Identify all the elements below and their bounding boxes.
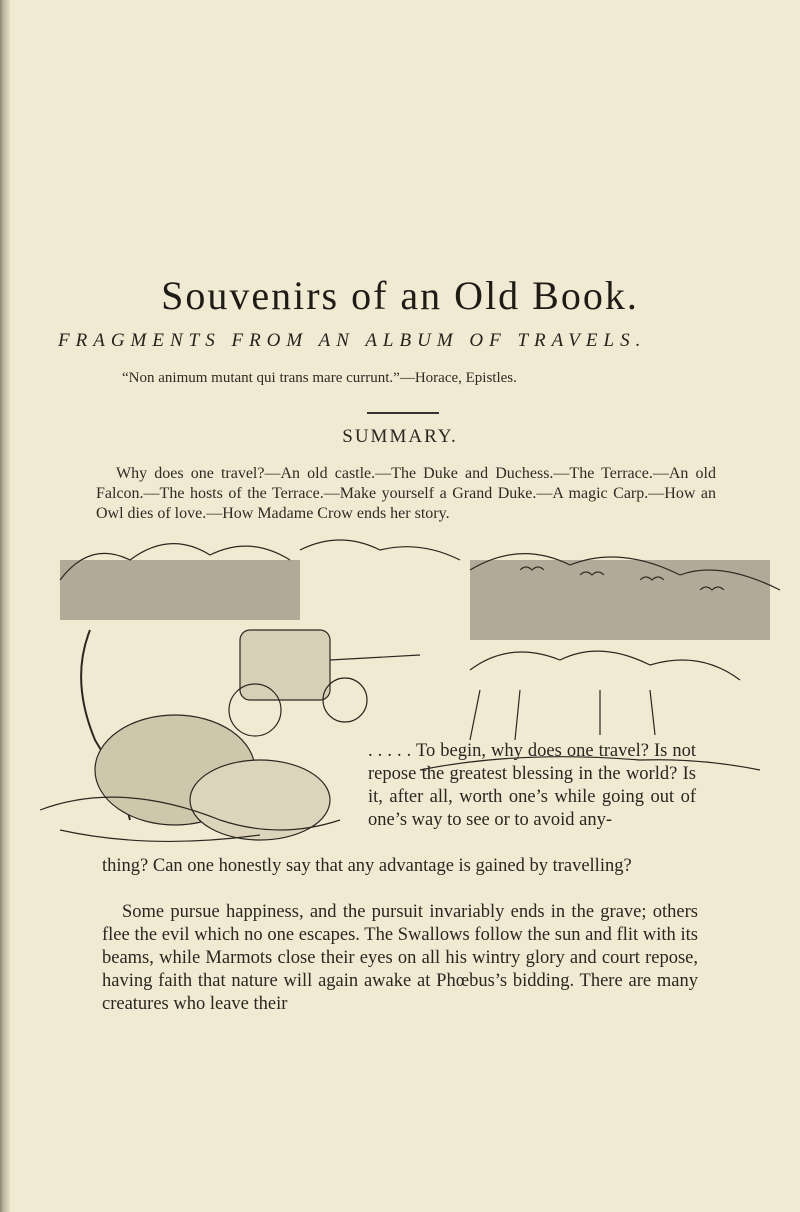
page-subtitle: FRAGMENTS FROM AN ALBUM OF TRAVELS. — [58, 330, 647, 351]
paragraph-body — [102, 901, 698, 1016]
page-title: Souvenirs of an Old Book. — [161, 273, 639, 318]
summary-text: Why does one travel?—An old castle.—The Duke and Duchess.—The Terrace.—An old Falcon.—The hosts of the Terrace.—Make yourself a Grand Duke.—A magic Carp.—How an Owl dies of love.—How Madame Crow ends her story. — [96, 465, 716, 522]
paragraph-intro-continued: thing? Can one honestly say that any advantage is gained by travelling? — [102, 856, 632, 876]
paragraph-intro-wrapped: . . . . . To begin, why does one travel? Is not repose the greatest blessing in the world? Is it, after all, worth one’s while going out of one’s way to see or to avoid any- — [368, 741, 696, 830]
divider-rule — [367, 412, 439, 414]
epigraph-quote: “Non animum mutant qui trans mare currunt.”—Horace, Epistles. — [122, 370, 517, 386]
summary-heading: SUMMARY. — [342, 426, 458, 447]
paragraph-body-text: Some pursue happiness, and the pursuit invariably ends in the grave; others flee the evil which no one escapes. The Swallows follow the sun and flit with its beams, while Marmots close their eyes on all his wintry glory and court repose, having faith that nature will again awake at Phœbus’s bidding. There are many creatures who leave their — [102, 902, 698, 1014]
